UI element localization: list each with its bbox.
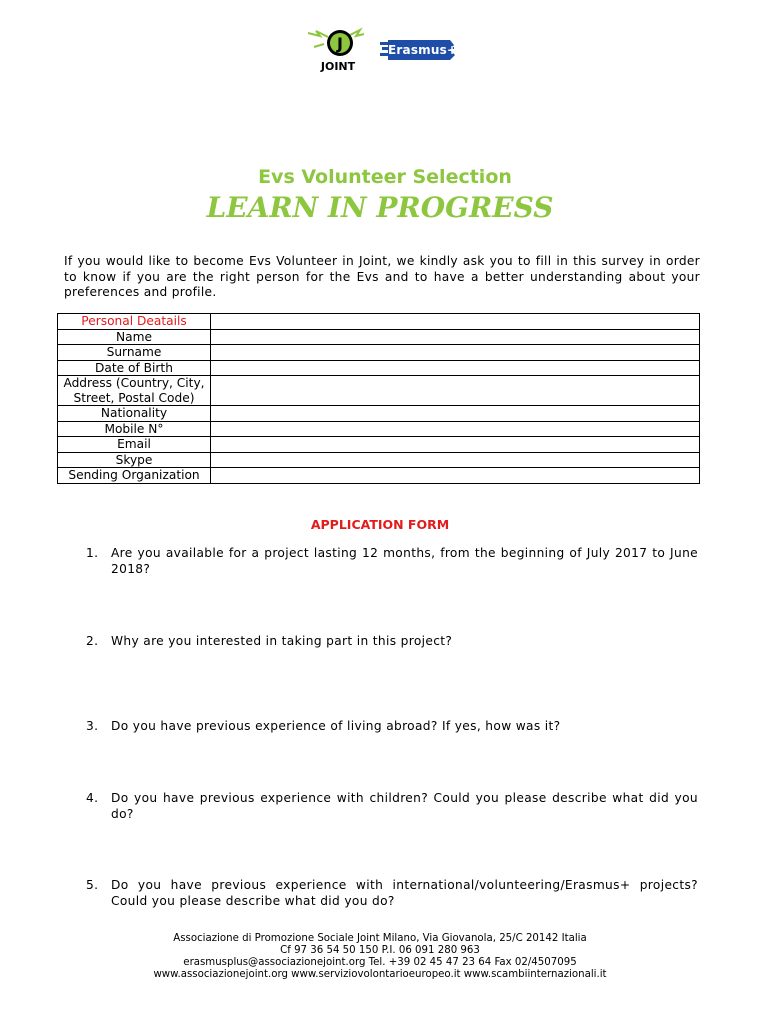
header-logos: [0, 27, 770, 77]
footer-contacts: erasmusplus@associazionejoint.org Tel. +39 02 45 47 23 64 Fax 02/4507095: [183, 957, 577, 968]
document-subtitle: Evs Volunteer Selection: [258, 166, 512, 188]
input-cell-sending-organization[interactable]: [211, 468, 700, 484]
field-label-mobile: Mobile N°: [58, 421, 211, 437]
personal-details-heading: Personal Deatails: [58, 314, 211, 330]
input-cell-nationality[interactable]: [211, 406, 700, 422]
intro-paragraph: If you would like to become Evs Volunteer in Joint, we kindly ask you to fill in this survey in order to know if you are the right person for the Evs and to have a better understanding about your preferences and profile.: [64, 254, 700, 299]
table-row: [58, 376, 700, 406]
table-row: [58, 437, 700, 453]
table-row: [58, 421, 700, 437]
footer-address: Associazione di Promozione Sociale Joint Milano, Via Giovanola, 25/C 20142 Italia: [173, 933, 587, 944]
field-label-address: Address (Country, City, Street, Postal Code): [58, 376, 211, 406]
question-text: Are you available for a project lasting 12 months, from the beginning of July 2017 to June 2018?: [111, 546, 698, 576]
joint-logo: [306, 27, 366, 73]
question-number: 1.: [86, 546, 99, 560]
field-label-email: Email: [58, 437, 211, 453]
question-number: 5.: [86, 878, 99, 892]
table-row: [58, 406, 700, 422]
field-label-name: Name: [58, 329, 211, 345]
question-1: [86, 545, 698, 577]
svg-text:JOINT: JOINT: [320, 60, 356, 73]
erasmus-logo: [380, 39, 456, 61]
table-row: [58, 329, 700, 345]
question-text: Do you have previous experience of living abroad? If yes, how was it?: [111, 719, 561, 733]
table-row: [58, 345, 700, 361]
table-row: [58, 360, 700, 376]
erasmus-label: Erasmus+: [388, 43, 458, 57]
question-5: [86, 877, 698, 909]
field-label-sending-organization: Sending Organization: [58, 468, 211, 484]
footer-tax-ids: Cf 97 36 54 50 150 P.I. 06 091 280 963: [280, 945, 480, 956]
field-label-nationality: Nationality: [58, 406, 211, 422]
personal-details-table: [57, 313, 700, 484]
page-footer: [0, 933, 760, 981]
input-cell-skype[interactable]: [211, 452, 700, 468]
field-label-skype: Skype: [58, 452, 211, 468]
question-text: Do you have previous experience with children? Could you please describe what did you do?: [111, 791, 698, 821]
table-row: [58, 314, 700, 330]
field-label-surname: Surname: [58, 345, 211, 361]
question-text: Why are you interested in taking part in this project?: [111, 634, 453, 648]
input-cell-mobile[interactable]: [211, 421, 700, 437]
question-number: 3.: [86, 719, 99, 733]
question-4: [86, 790, 698, 822]
input-cell-name[interactable]: [211, 329, 700, 345]
svg-text:J: J: [337, 34, 343, 53]
question-number: 2.: [86, 634, 99, 648]
question-number: 4.: [86, 791, 99, 805]
document-title: LEARN IN PROGRESS: [206, 191, 554, 224]
table-row: [58, 468, 700, 484]
input-cell-address[interactable]: [211, 376, 700, 406]
input-cell-date-of-birth[interactable]: [211, 360, 700, 376]
input-cell-surname[interactable]: [211, 345, 700, 361]
application-form-heading: APPLICATION FORM: [310, 517, 450, 532]
input-cell[interactable]: [211, 314, 700, 330]
footer-websites: www.associazionejoint.org www.serviziovolontarioeuropeo.it www.scambiinternazionali.it: [153, 969, 607, 980]
question-text: Do you have previous experience with international/volunteering/Erasmus+ projects? Could you please describe what did you do?: [111, 878, 698, 908]
question-2: [86, 633, 698, 649]
field-label-date-of-birth: Date of Birth: [58, 360, 211, 376]
question-3: [86, 718, 698, 734]
table-row: [58, 452, 700, 468]
input-cell-email[interactable]: [211, 437, 700, 453]
